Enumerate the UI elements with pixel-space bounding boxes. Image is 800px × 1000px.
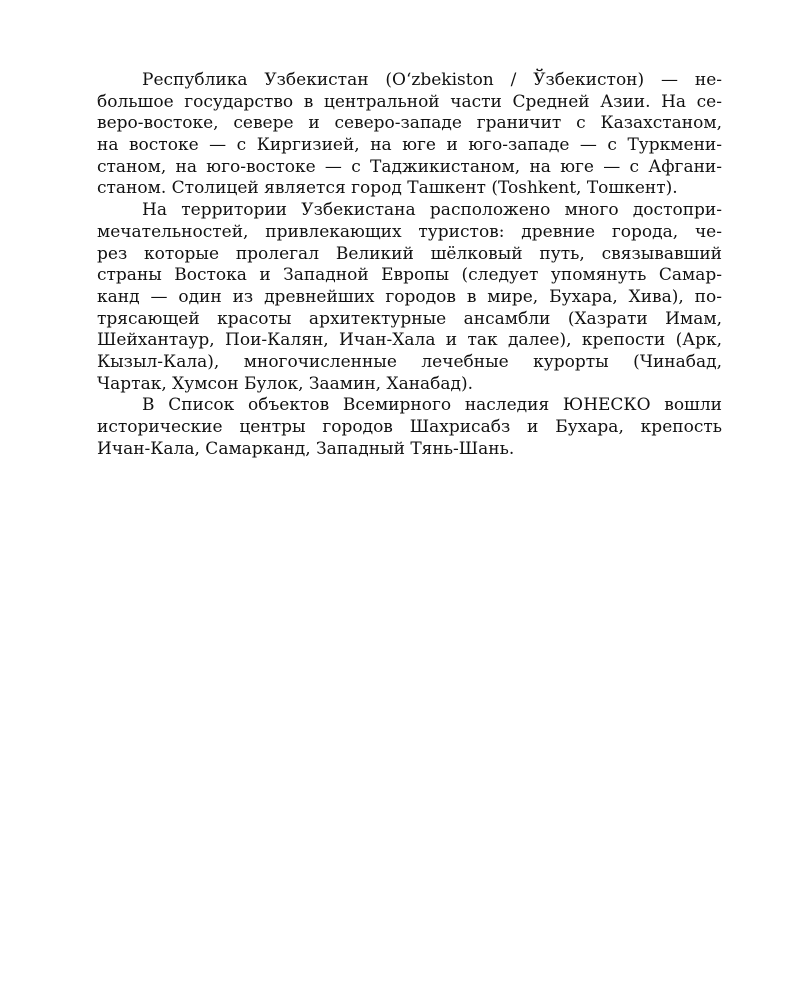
text-line: На территории Узбекистана расположено много достопри- bbox=[142, 200, 722, 221]
text-line: на востоке — с Киргизией, на юге и юго-западе — с Туркмени- bbox=[97, 135, 722, 156]
text-line: мечательностей, привлекающих туристов: древние города, че- bbox=[97, 221, 722, 242]
text-line: В Список объектов Всемирного наследия ЮНЕСКО вошли bbox=[142, 395, 722, 416]
text-line: канд — один из древнейших городов в мире, Бухара, Хива), по- bbox=[97, 286, 722, 307]
document-text bbox=[97, 70, 722, 460]
text-line: Шейхантаур, Пои-Калян, Ичан-Хала и так далее), крепости (Арк, bbox=[97, 330, 722, 351]
text-line: большое государство в центральной части Средней Азии. На се- bbox=[97, 91, 722, 112]
text-line: Кызыл-Кала), многочисленные лечебные курорты (Чинабад, bbox=[97, 351, 722, 372]
text-line: трясающей красоты архитектурные ансамбли (Хазрати Имам, bbox=[97, 308, 722, 329]
text-line: Республика Узбекистан (O‘zbekiston / Ўзбекистон) — не- bbox=[142, 70, 722, 90]
paragraph-2 bbox=[97, 200, 722, 395]
text-line: рез которые пролегал Великий шёлковый путь, связывавший bbox=[97, 243, 722, 264]
paragraph-3 bbox=[97, 395, 722, 460]
text-line: Чартак, Хумсон Булок, Заамин, Ханабад). bbox=[97, 373, 474, 394]
text-line: станом. Столицей является город Ташкент (Toshkent, Тошкент). bbox=[97, 178, 678, 199]
text-line: веро-востоке, севере и северо-западе граничит с Казахстаном, bbox=[97, 113, 722, 134]
text-line: Ичан-Кала, Самарканд, Западный Тянь-Шань. bbox=[97, 438, 515, 459]
text-line: исторические центры городов Шахрисабз и Бухара, крепость bbox=[97, 417, 722, 437]
text-line: станом, на юго-востоке — с Таджикистаном, на юге — с Афгани- bbox=[97, 156, 722, 177]
text-line: страны Востока и Западной Европы (следует упомянуть Самар- bbox=[97, 265, 722, 286]
paragraph-1 bbox=[97, 70, 722, 200]
